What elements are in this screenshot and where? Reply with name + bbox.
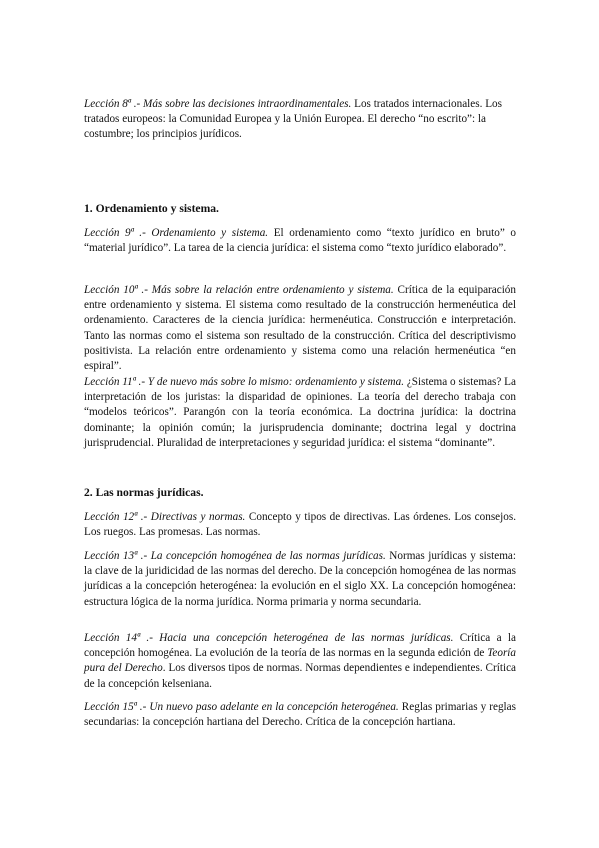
lesson-8-body: Los tratados internacionales. Los tratados europeos: la Comunidad Europea y la Unión Europea. El derecho “no escrito”: la costumbre; los principios jurídicos.	[84, 98, 502, 141]
lesson-10-paragraph	[84, 283, 516, 374]
lesson-11-body: ¿Sistema o sistemas? La interpretación de los juristas: la disparidad de opiniones. La teoría del derecho trabaja con “modelos teóricos”. Parangón con la teoría económica. La doctrina jurídica: la doctrina dominante; la opinión común; la jurisprudencia dominante; doctrina legal y doctrina jurisprudencial. Pluralidad de interpretaciones y seguridad jurídica: el sistema “dominante”.	[84, 376, 516, 449]
lesson-10-body: Crítica de la equiparación entre ordenamiento y sistema. El sistema como resultado de la construcción hermenéutica del ordenamiento. Caracteres de la ciencia jurídica: hermenéutica. Construcción e interpretación. Tanto las normas como el sistema son resultado de la construcción. Crítica del descriptivismo positivista. La relación entre ordenamiento y sistema como una relación hermenéutica “en espiral”.	[84, 284, 516, 373]
lesson-14-body-b: . Los diversos tipos de normas. Normas dependientes e independientes. Crítica de la concepción kelseniana.	[84, 662, 516, 690]
lesson-11-title: Lección 11ª .- Y de nuevo más sobre lo mismo: ordenamiento y sistema.	[84, 376, 404, 388]
lesson-13-title: Lección 13ª .- La concepción homogénea de las normas jurídicas.	[84, 550, 386, 562]
lesson-8-paragraph	[84, 97, 516, 143]
lesson-10-title: Lección 10ª .- Más sobre la relación entre ordenamiento y sistema.	[84, 284, 394, 296]
lesson-9-paragraph	[84, 226, 516, 256]
lesson-14-body-a: Crítica a la concepción homogénea. La evolución de la teoría de las normas en la segunda edición de	[84, 632, 516, 660]
lesson-14-paragraph	[84, 631, 516, 692]
lesson-14-book-title: Teoría pura del Derecho	[84, 647, 516, 675]
lesson-13-paragraph	[84, 549, 516, 610]
section-1-heading: 1. Ordenamiento y sistema.	[84, 202, 219, 215]
lesson-15-body: Reglas primarias y reglas secundarias: la concepción hartiana del Derecho. Crítica de la concepción hartiana.	[84, 701, 516, 729]
lesson-13-body: Normas jurídicas y sistema: la clave de la juridicidad de las normas del derecho. De la concepción homogénea de las normas jurídicas a la concepción heterogénea: la evolución en el siglo XX. La concepción homogénea: estructura lógica de la norma jurídica. Norma primaria y norma secundaria.	[84, 550, 516, 608]
lesson-12-body: Concepto y tipos de directivas. Las órdenes. Los consejos. Los ruegos. Las promesas. Las normas.	[84, 511, 517, 539]
lesson-9-title: Lección 9ª .- Ordenamiento y sistema.	[84, 227, 269, 239]
lesson-14-title: Lección 14ª .- Hacia una concepción heterogénea de las normas jurídicas.	[84, 632, 454, 644]
lesson-12-paragraph	[84, 510, 516, 540]
section-2-heading: 2. Las normas jurídicas.	[84, 486, 204, 499]
lesson-15-title: Lección 15ª .- Un nuevo paso adelante en la concepción heterogénea.	[84, 701, 399, 713]
lesson-8-title: Lección 8ª .- Más sobre las decisiones intraordinamentales.	[84, 98, 352, 110]
lesson-15-paragraph	[84, 700, 516, 730]
lesson-12-title: Lección 12ª .- Directivas y normas.	[84, 511, 246, 523]
lesson-11-paragraph	[84, 375, 516, 451]
lesson-9-body: El ordenamiento como “texto jurídico en bruto” o “material jurídico”. La tarea de la ciencia jurídica: el sistema como “texto jurídico elaborado”.	[84, 227, 516, 255]
